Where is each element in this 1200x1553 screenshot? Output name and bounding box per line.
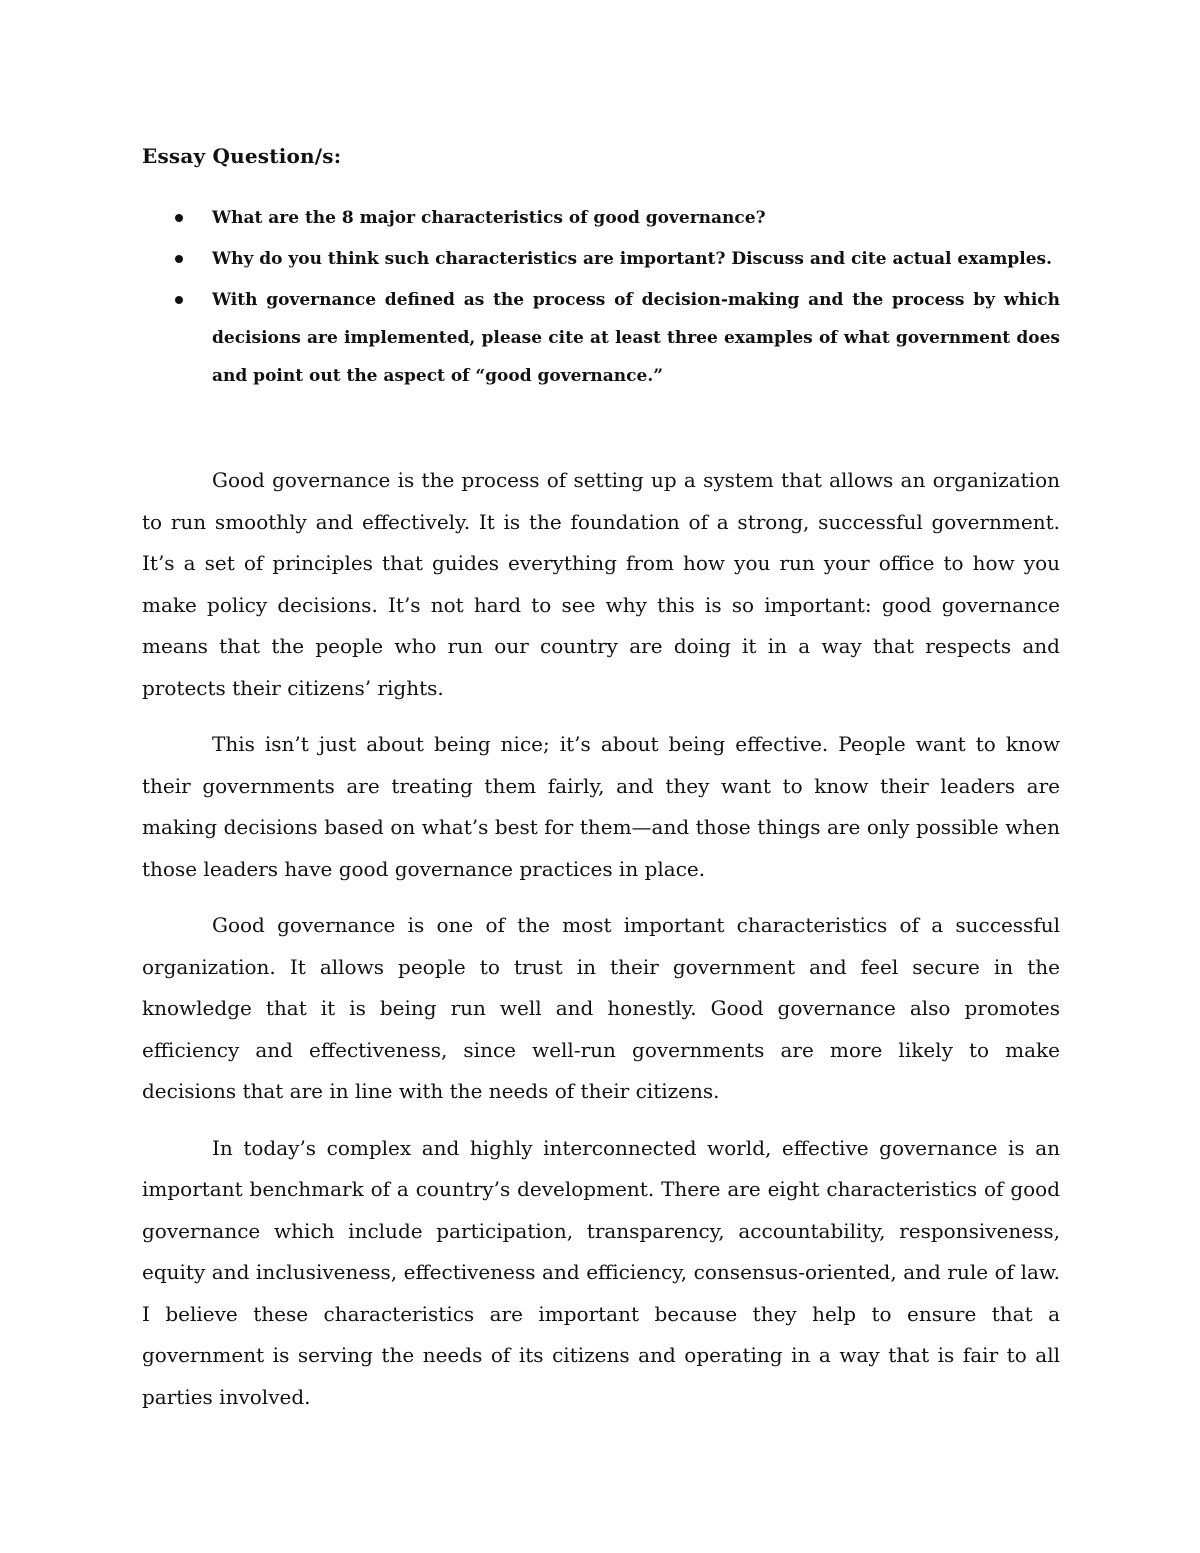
body-paragraph: This isn’t just about being nice; it’s about being effective. People want to know their governments are treating them fairly, and they want to know their leaders are making decisions based on what’s best for them—and those things are only possible when those leaders have good governance practices in place. (142, 732, 1060, 881)
body-paragraph: In today’s complex and highly interconnected world, effective governance is an important benchmark of a country’s development. There are eight characteristics of good governance which include participation, transparency, accountability, responsiveness, equity and inclusiveness, effectiveness and efficiency, consensus-oriented, and rule of law. I believe these characteristics are important because they help to ensure that a government is serving the needs of its citizens and operating in a way that is fair to all parties involved. (142, 1135, 1060, 1409)
question-text: Why do you think such characteristics are important? Discuss and cite actual examples. (212, 249, 1053, 269)
question-text: With governance defined as the process of decision-making and the process by which decisions are implemented, please cite at least three examples of what government does and point out the aspect of “good governance.” (212, 290, 1060, 386)
body-paragraph: Good governance is the process of setting up a system that allows an organization to run smoothly and effectively. It is the foundation of a strong, successful government. It’s a set of principles that guides everything from how you run your office to how you make policy decisions. It’s not hard to see why this is so important: good governance means that the people who run our country are doing it in a way that respects and protects their citizens’ rights. (142, 468, 1060, 700)
question-text: What are the 8 major characteristics of good governance? (212, 208, 766, 228)
bullet-icon (175, 296, 183, 304)
question-item (142, 240, 1060, 278)
question-item (142, 281, 1060, 395)
bullet-icon (175, 255, 183, 263)
essay-body (142, 460, 1060, 1433)
essay-heading: Essay Question/s: (142, 144, 342, 168)
question-item (142, 199, 1060, 237)
body-paragraph: Good governance is one of the most important characteristics of a successful organization. It allows people to trust in their government and feel secure in the knowledge that it is being run well and honestly. Good governance also promotes efficiency and effectiveness, since well-run governments are more likely to make decisions that are in line with the needs of their citizens. (142, 913, 1060, 1103)
question-list (142, 199, 1060, 398)
bullet-icon (175, 214, 183, 222)
